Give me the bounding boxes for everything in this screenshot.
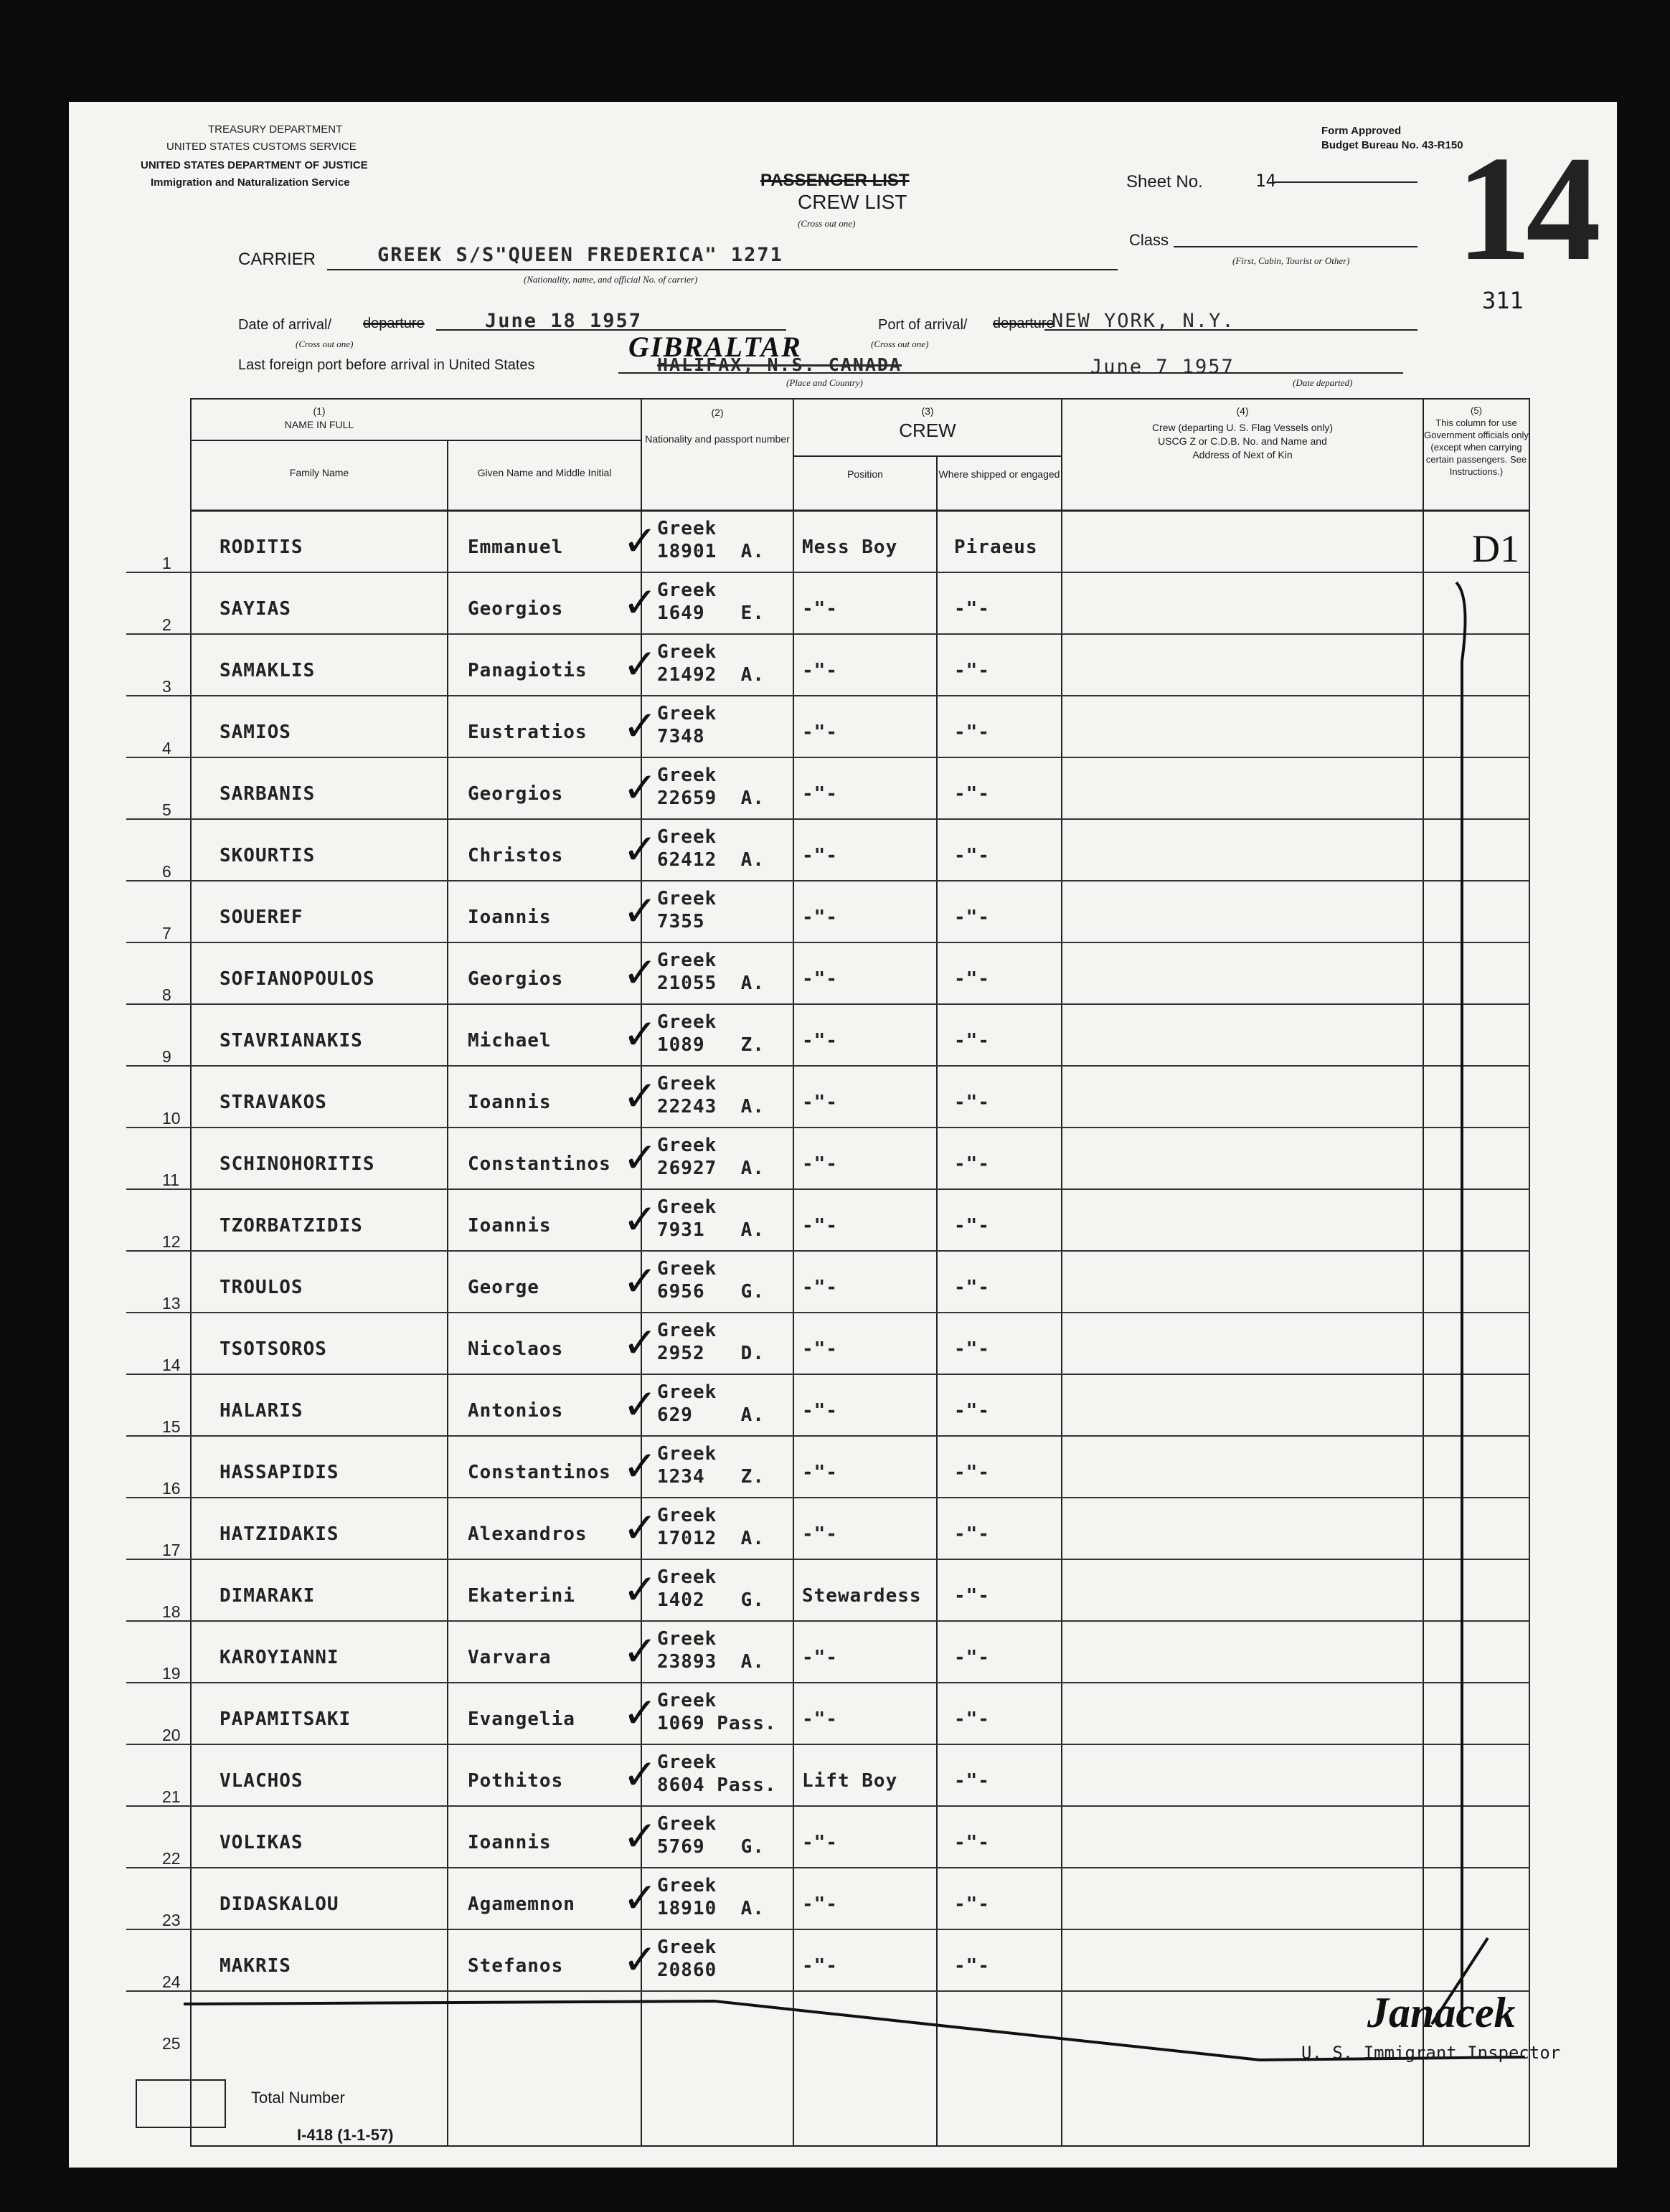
col4-title: Crew (departing U. S. Flag Vessels only) USCG Z or C.D.B. No. and Name and Address of Next of Kin [1151,422,1334,460]
crew-position: -"- [802,722,838,743]
passport-number: 21492 A. [657,664,765,686]
agency-line-customs: UNITED STATES CUSTOMS SERVICE [166,141,357,153]
line-number: 20 [162,1726,181,1744]
family-name: RODITIS [220,537,303,558]
family-name: SOFIANOPOULOS [220,968,375,990]
family-name: SAYIAS [220,598,291,620]
col1-num: (1) [313,405,326,417]
given-name: Georgios [468,783,564,805]
given-name: Christos [468,845,564,866]
inspector-signature: Janacek [1367,1989,1516,2036]
date-departed: June 7 1957 [1090,356,1235,378]
crew-list-title: CREW LIST [798,191,907,213]
check-mark-icon: ✓ [623,1196,658,1243]
table-row [69,634,1529,696]
check-mark-icon: ✓ [623,1505,658,1551]
date-departed-note: (Date departed) [1293,377,1353,388]
line-number: 11 [162,1171,179,1189]
table-row [69,511,1529,572]
given-name: Pothitos [468,1770,564,1792]
line-number: 10 [162,1109,181,1128]
nationality: Greek [657,518,717,539]
crew-position: -"- [802,1894,838,1915]
agency-line-treasury: TREASURY DEPARTMENT [208,123,343,136]
passport-number: 7355 [657,911,705,932]
table-row [69,1004,1529,1066]
where-engaged: -"- [954,660,990,681]
col1-family: Family Name [289,467,349,478]
passport-number: 1649 E. [657,602,765,624]
nationality: Greek [657,703,717,724]
where-engaged: -"- [954,968,990,990]
line-number: 4 [162,739,171,757]
col3-where: Where shipped or engaged [938,468,1060,480]
where-engaged: -"- [954,907,990,928]
inspector-title: U. S. Immigrant Inspector [1301,2043,1561,2063]
check-mark-icon: ✓ [623,1875,658,1922]
date-note: (Cross out one) [296,339,354,349]
family-name: STRAVAKOS [220,1092,327,1113]
table-row [69,1683,1529,1744]
nationality: Greek [657,765,717,786]
line-number: 9 [162,1047,171,1066]
crew-position: -"- [802,598,838,620]
check-mark-icon: ✓ [623,580,658,626]
col3-title: CREW [899,420,956,441]
crew-position: -"- [802,1708,838,1730]
col2-header [641,406,793,446]
nationality: Greek [657,1505,717,1526]
col5-num: (5) [1471,405,1482,416]
nationality: Greek [657,1381,717,1403]
col5-header [1423,405,1529,478]
nationality: Greek [657,1258,717,1280]
passport-number: 1234 Z. [657,1466,765,1488]
given-name: Michael [468,1030,552,1051]
where-engaged: -"- [954,1338,990,1360]
line-number: 8 [162,986,171,1004]
col3-header [793,405,1062,443]
given-name: Panagiotis [468,660,588,681]
passport-number: 17012 A. [657,1528,765,1549]
crew-position: -"- [802,1400,838,1422]
table-row [69,1744,1529,1806]
line-number: 21 [162,1787,181,1806]
family-name: SAMAKLIS [220,660,316,681]
port-label: Port of arrival/ [878,317,968,333]
line-number: 23 [162,1911,181,1929]
carrier-label: CARRIER [238,250,316,269]
passport-number: 8604 Pass. [657,1774,777,1796]
passenger-list-struck: PASSENGER LIST [760,171,910,190]
crew-position: -"- [802,1030,838,1051]
port-note: (Cross out one) [871,339,929,349]
given-name: Emmanuel [468,537,564,558]
passport-number: 2952 D. [657,1343,765,1364]
line-number: 17 [162,1541,181,1559]
where-engaged: -"- [954,783,990,805]
port-struck: departure [993,316,1055,331]
check-mark-icon: ✓ [623,1011,658,1058]
passport-number: 7348 [657,726,705,747]
sheet-number: 14 [1255,171,1276,191]
sheet-label: Sheet No. [1126,172,1203,192]
check-mark-icon: ✓ [623,1258,658,1305]
crew-position: -"- [802,1647,838,1668]
crew-position: -"- [802,1832,838,1853]
family-name: TROULOS [220,1277,303,1298]
nationality: Greek [657,1135,717,1156]
family-name: DIDASKALOU [220,1894,339,1915]
where-engaged: -"- [954,1832,990,1853]
carrier-note: (Nationality, name, and official No. of carrier) [524,274,698,285]
crew-position: -"- [802,1523,838,1545]
where-engaged: -"- [954,1894,990,1915]
table-row [69,1929,1529,1991]
col3-position: Position [847,468,883,480]
given-name: Constantinos [468,1462,611,1483]
given-name: Ioannis [468,1215,552,1237]
table-row [69,757,1529,819]
class-note: (First, Cabin, Tourist or Other) [1232,255,1350,266]
given-name: George [468,1277,539,1298]
where-engaged: -"- [954,1770,990,1792]
col4-num: (4) [1236,405,1249,417]
given-name: Constantinos [468,1153,611,1175]
check-mark-icon: ✓ [623,1628,658,1675]
family-name: VLACHOS [220,1770,303,1792]
line-number: 15 [162,1417,181,1436]
table-row [69,1251,1529,1313]
given-name: Alexandros [468,1523,588,1545]
line-number: 24 [162,1972,181,1991]
line-number: 16 [162,1479,181,1498]
given-name: Ioannis [468,1092,552,1113]
foreign-port-handwritten: GIBRALTAR [628,331,802,363]
nationality: Greek [657,1566,717,1588]
check-mark-icon: ✓ [623,1381,658,1428]
where-engaged: -"- [954,1215,990,1237]
given-name: Ioannis [468,907,552,928]
table-row [69,1559,1529,1621]
nationality: Greek [657,888,717,909]
check-mark-icon: ✓ [623,1813,658,1860]
family-name: STAVRIANAKIS [220,1030,363,1051]
where-engaged: -"- [954,1708,990,1730]
table-row [69,1621,1529,1683]
total-number-label: Total Number [251,2089,345,2107]
nationality: Greek [657,641,717,663]
family-name: MAKRIS [220,1955,291,1977]
where-engaged: -"- [954,1523,990,1545]
check-mark-icon: ✓ [623,1135,658,1181]
col5-title: This column for use Government officials only (except when carrying certain passengers. See Instructions.) [1424,417,1529,477]
passport-number: 7931 A. [657,1219,765,1241]
where-engaged: Piraeus [954,537,1038,558]
given-name: Georgios [468,598,564,620]
foreign-port-note: (Place and Country) [786,377,863,388]
passport-number: 26927 A. [657,1158,765,1179]
check-mark-icon: ✓ [623,1937,658,1983]
sheet-big-number: 14 [1456,126,1595,292]
passport-number: 1069 Pass. [657,1713,777,1734]
given-name: Eustratios [468,722,588,743]
crew-position: -"- [802,1153,838,1175]
passport-number: 18910 A. [657,1898,765,1919]
family-name: SOUEREF [220,907,303,928]
nationality: Greek [657,1628,717,1650]
crew-position: -"- [802,1338,838,1360]
nationality: Greek [657,1752,717,1773]
nationality: Greek [657,1073,717,1095]
nationality: Greek [657,1443,717,1465]
line-number: 1 [162,554,171,572]
check-mark-icon: ✓ [623,518,658,564]
crew-position: -"- [802,845,838,866]
table-row [69,1313,1529,1374]
line-number: 19 [162,1664,181,1683]
given-name: Varvara [468,1647,552,1668]
crew-position: -"- [802,1277,838,1298]
crew-position: Stewardess [802,1585,922,1607]
port-value: NEW YORK, N.Y. [1052,310,1235,332]
family-name: TSOTSOROS [220,1338,327,1360]
check-mark-icon: ✓ [623,1320,658,1366]
line-number: 7 [162,924,171,942]
check-mark-icon: ✓ [623,1566,658,1613]
line-number: 14 [162,1356,181,1374]
family-name: SAMIOS [220,722,291,743]
passport-number: 20860 [657,1960,717,1981]
given-name: Agamemnon [468,1894,575,1915]
line-number: 2 [162,615,171,634]
passport-number: 6956 G. [657,1281,765,1303]
check-mark-icon: ✓ [623,765,658,811]
table-row [69,1128,1529,1189]
col1-header [191,405,448,432]
where-engaged: -"- [954,1647,990,1668]
given-name: Stefanos [468,1955,564,1977]
form-approved: Form Approved [1321,125,1402,137]
foreign-port-struck: HALIFAX, N.S. CANADA [657,354,902,375]
family-name: KAROYIANNI [220,1647,339,1668]
nationality: Greek [657,1690,717,1711]
line-number: 5 [162,800,171,819]
budget-bureau: Budget Bureau No. 43-R150 [1321,139,1463,151]
where-engaged: -"- [954,1462,990,1483]
where-engaged: -"- [954,598,990,620]
check-mark-icon: ✓ [623,950,658,996]
date-struck: departure [363,316,425,331]
given-name: Ekaterini [468,1585,575,1607]
check-mark-icon: ✓ [623,1443,658,1490]
line-number: 6 [162,862,171,881]
table-row [69,819,1529,881]
foreign-port-label: Last foreign port before arrival in United States [238,357,535,373]
passport-number: 18901 A. [657,541,765,562]
family-name: HASSAPIDIS [220,1462,339,1483]
given-name: Antonios [468,1400,564,1422]
table-row [69,696,1529,757]
table-row [69,1436,1529,1498]
carrier-value: GREEK S/S"QUEEN FREDERICA" 1271 [377,244,783,266]
given-name: Georgios [468,968,564,990]
nationality: Greek [657,1011,717,1033]
table-row [69,1189,1529,1251]
line-number: 13 [162,1294,181,1313]
class-label: Class [1129,231,1169,249]
where-engaged: -"- [954,845,990,866]
agency-line-ins: Immigration and Naturalization Service [151,176,350,189]
where-engaged: -"- [954,1277,990,1298]
form-number-311: 311 [1482,287,1524,314]
given-name: Ioannis [468,1832,552,1853]
crew-position: Mess Boy [802,537,898,558]
family-name: HALARIS [220,1400,303,1422]
where-engaged: -"- [954,1400,990,1422]
where-engaged: -"- [954,722,990,743]
where-engaged: -"- [954,1030,990,1051]
passport-number: 21055 A. [657,973,765,994]
check-mark-icon: ✓ [623,1073,658,1120]
col1-title: NAME IN FULL [284,419,354,430]
nationality: Greek [657,1813,717,1835]
col3-num: (3) [921,405,934,417]
table-row [69,572,1529,634]
check-mark-icon: ✓ [623,888,658,935]
table-row [69,1498,1529,1559]
passport-number: 23893 A. [657,1651,765,1673]
line-number: 25 [162,2034,181,2053]
date-label: Date of arrival/ [238,317,332,333]
crew-position: Lift Boy [802,1770,898,1792]
agency-line-justice: UNITED STATES DEPARTMENT OF JUSTICE [141,159,368,171]
col1-given: Given Name and Middle Initial [477,467,612,478]
crew-position: -"- [802,1215,838,1237]
passport-number: 62412 A. [657,849,765,871]
crew-position: -"- [802,907,838,928]
table-row [69,1868,1529,1929]
line-number: 3 [162,677,171,696]
where-engaged: -"- [954,1585,990,1607]
where-engaged: -"- [954,1153,990,1175]
d1-mark: D1 [1472,527,1519,570]
date-value: June 18 1957 [485,310,643,332]
given-name: Nicolaos [468,1338,564,1360]
family-name: HATZIDAKIS [220,1523,339,1545]
where-engaged: -"- [954,1955,990,1977]
family-name: SARBANIS [220,783,316,805]
passport-number: 22243 A. [657,1096,765,1117]
family-name: VOLIKAS [220,1832,303,1853]
family-name: SCHINOHORITIS [220,1153,375,1175]
check-mark-icon: ✓ [623,826,658,873]
check-mark-icon: ✓ [623,1752,658,1798]
nationality: Greek [657,1937,717,1958]
table-row [69,1066,1529,1128]
given-name: Evangelia [468,1708,575,1730]
crew-position: -"- [802,1092,838,1113]
nationality: Greek [657,580,717,601]
passport-number: 22659 A. [657,788,765,809]
family-name: PAPAMITSAKI [220,1708,352,1730]
col4-header [1062,405,1423,462]
table-row [69,1806,1529,1868]
family-name: DIMARAKI [220,1585,316,1607]
crew-position: -"- [802,1955,838,1977]
line-number: 22 [162,1849,181,1868]
passport-number: 1402 G. [657,1589,765,1611]
family-name: SKOURTIS [220,845,316,866]
crew-position: -"- [802,783,838,805]
table-row [69,1374,1529,1436]
check-mark-icon: ✓ [623,641,658,688]
table-row [69,881,1529,942]
nationality: Greek [657,826,717,848]
cross-out-note: (Cross out one) [798,218,856,229]
col2-num: (2) [711,407,724,418]
col2-title: Nationality and passport number [645,433,790,445]
crew-position: -"- [802,968,838,990]
nationality: Greek [657,950,717,971]
table-row [69,942,1529,1004]
nationality: Greek [657,1875,717,1896]
crew-position: -"- [802,660,838,681]
nationality: Greek [657,1320,717,1341]
passport-number: 1089 Z. [657,1034,765,1056]
check-mark-icon: ✓ [623,1690,658,1736]
crew-list-form [69,102,1617,2168]
check-mark-icon: ✓ [623,703,658,750]
form-id: I-418 (1-1-57) [297,2126,394,2144]
family-name: TZORBATZIDIS [220,1215,363,1237]
where-engaged: -"- [954,1092,990,1113]
nationality: Greek [657,1196,717,1218]
line-number: 12 [162,1232,181,1251]
crew-position: -"- [802,1462,838,1483]
passport-number: 5769 G. [657,1836,765,1858]
passport-number: 629 A. [657,1404,765,1426]
line-number: 18 [162,1602,181,1621]
